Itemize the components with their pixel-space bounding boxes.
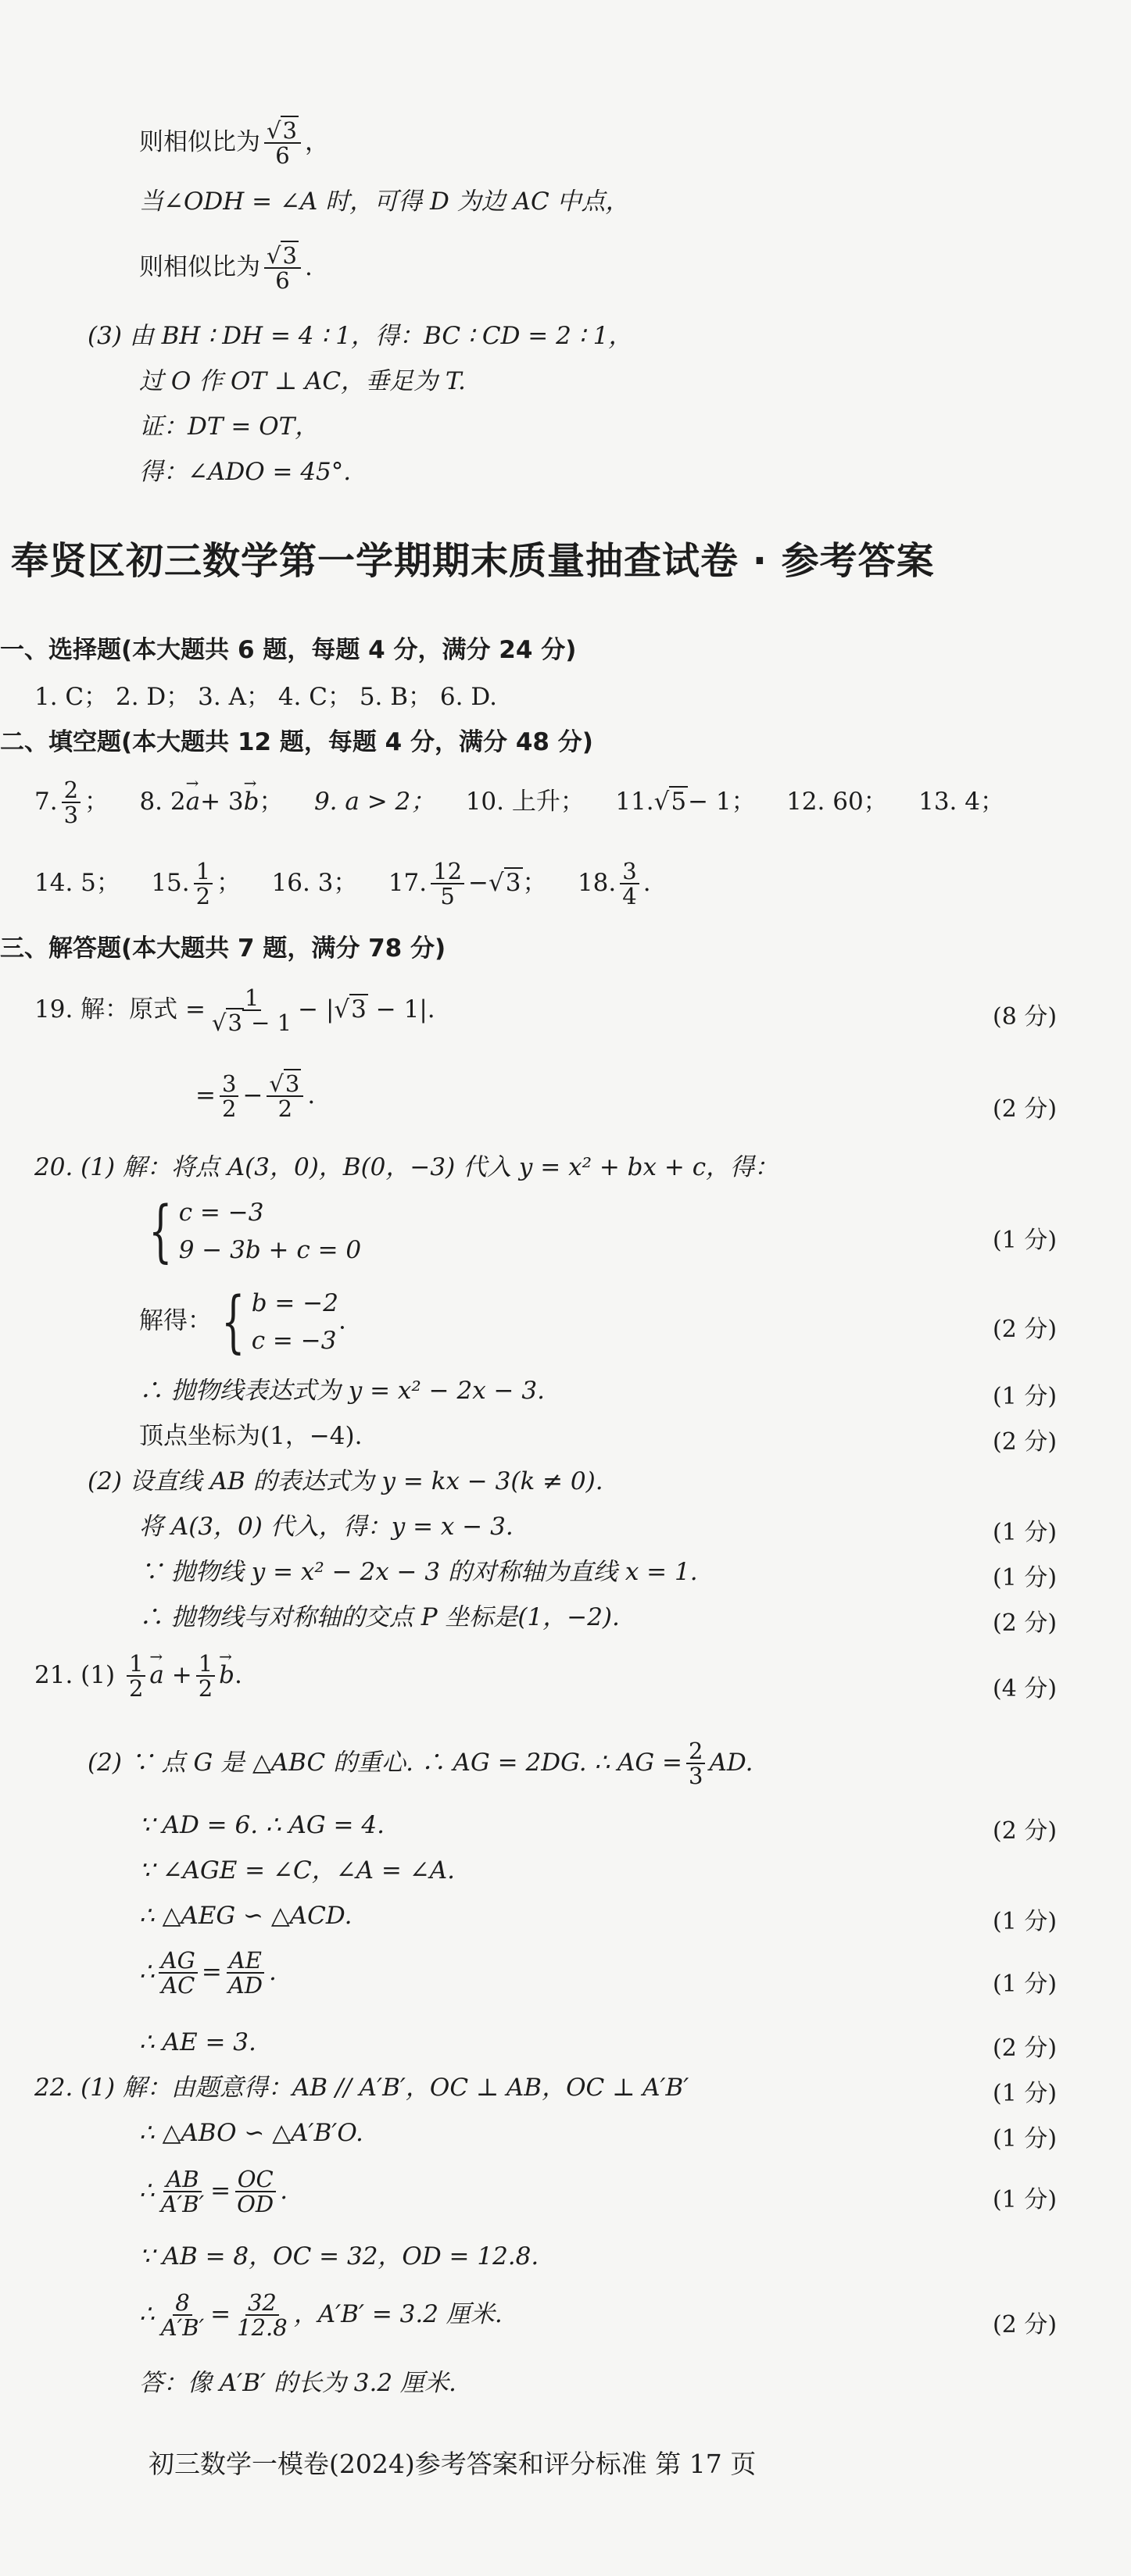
section-heading-choice: 一、选择题(本大题共 6 题，每题 4 分，满分 24 分) bbox=[0, 636, 577, 664]
part3-line-2: 过 O 作 OT ⊥ AC，垂足为 T. bbox=[139, 367, 466, 395]
score-label: (4 分) bbox=[993, 1675, 1058, 1702]
fraction: $\frac{√3}{6}$ bbox=[264, 119, 301, 168]
similarity-ratio-line-2: 则相似比为 $\frac{√3}{6}$ . bbox=[139, 242, 313, 295]
q21-part2-line-3: ∵ ∠AGE = ∠C，∠A = ∠A. bbox=[139, 1856, 455, 1885]
page-footer: 初三数学一模卷(2024)参考答案和评分标准 第 17 页 bbox=[149, 2449, 757, 2479]
score-label: (1 分) bbox=[993, 1908, 1058, 1935]
part3-line-3: 证：DT = OT， bbox=[139, 413, 320, 441]
q20-line-1: 20. (1) 解：将点 A(3，0)，B(0，−3) 代入 y = x² + bx + c，得： bbox=[34, 1153, 779, 1181]
q22-line-1: 22. (1) 解：由题意得：AB // A′B′，OC ⊥ AB，OC ⊥ A′B′ bbox=[34, 2074, 689, 2102]
section-heading-solve: 三、解答题(本大题共 7 题，满分 78 分) bbox=[0, 934, 446, 963]
section-heading-fill: 二、填空题(本大题共 12 题，每题 4 分，满分 48 分) bbox=[0, 728, 593, 756]
score-label: (1 分) bbox=[993, 2080, 1058, 2107]
case-line: 当∠ODH = ∠A 时，可得 D 为边 AC 中点， bbox=[139, 188, 630, 216]
score-label: (2 分) bbox=[993, 1316, 1058, 1343]
q20-line-4: ∴ 抛物线表达式为 y = x² − 2x − 3. bbox=[139, 1377, 545, 1405]
score-label: (2 分) bbox=[993, 1095, 1058, 1123]
score-label: (1 分) bbox=[993, 2186, 1058, 2213]
score-label: (1 分) bbox=[993, 1227, 1058, 1254]
q20-solution: 解得： { b = −2 c = −3 . bbox=[139, 1283, 346, 1362]
q19-line-1: 19. 解：原式 = $\frac{1}{√3 - 1}$ − |√3 − 1|. bbox=[34, 984, 435, 1037]
part3-line-1: (3) 由 BH ∶ DH = 4 ∶ 1，得：BC ∶ CD = 2 ∶ 1， bbox=[88, 322, 633, 350]
q21-part2-line-2: ∵ AD = 6. ∴ AG = 4. bbox=[139, 1811, 385, 1839]
q22-line-3: ∴ $\frac{AB}{A'B'}$ = $\frac{OC}{OD}$ . bbox=[139, 2166, 288, 2218]
fill-answers-row-2: 14. 5； 15. $\frac{1}{2}$ ； 16. 3； 17. $\frac{12}{5}$ −√3； 18. $\frac{3}{4}$ . bbox=[34, 858, 651, 910]
q20-part2-line-3: ∵ 抛物线 y = x² − 2x − 3 的对称轴为直线 x = 1. bbox=[139, 1558, 698, 1586]
score-label: (2 分) bbox=[993, 1610, 1058, 1637]
choice-answers: 1. C； 2. D； 3. A； 4. C； 5. B； 6. D. bbox=[34, 683, 497, 711]
score-label: (1 分) bbox=[993, 1564, 1058, 1592]
fraction: $\frac{√3}{6}$ bbox=[264, 244, 301, 293]
q21-part2-line-6: ∴ AE = 3. bbox=[139, 2028, 256, 2056]
similarity-ratio-line-1: 则相似比为 $\frac{√3}{6}$ ， bbox=[139, 117, 329, 170]
q20-part2-line-2: 将 A(3，0) 代入，得：y = x − 3. bbox=[139, 1513, 514, 1541]
score-label: (2 分) bbox=[993, 1428, 1058, 1456]
score-label: (1 分) bbox=[993, 1383, 1058, 1410]
score-label: (2 分) bbox=[993, 2035, 1058, 2062]
score-label: (2 分) bbox=[993, 1817, 1058, 1845]
score-label: (1 分) bbox=[993, 1970, 1058, 1998]
score-label: (8 分) bbox=[993, 1003, 1058, 1031]
q21-part2-line-4: ∴ △AEG ∽ △ACD. bbox=[139, 1902, 353, 1930]
q19-line-2: = $\frac{3}{2}$ − $\frac{√3}{2}$ . bbox=[195, 1070, 316, 1123]
score-label: (2 分) bbox=[993, 2311, 1058, 2338]
q21-part2-line-5: ∴ $\frac{AG}{AC}$ = $\frac{AE}{AD}$ . bbox=[139, 1947, 277, 1999]
q21-part2-line-1: (2) ∵ 点 G 是 △ABC 的重心. ∴ AG = 2DG. ∴ AG = $\frac{2}{3}$ AD. bbox=[88, 1738, 753, 1790]
score-label: (1 分) bbox=[993, 1519, 1058, 1546]
score-label: (1 分) bbox=[993, 2125, 1058, 2153]
q21-part1: 21. (1) $\frac{1}{2}$ → a + $\frac{1}{2}$ → b. bbox=[34, 1652, 242, 1701]
part3-line-4: 得：∠ADO = 45°. bbox=[139, 458, 352, 486]
q20-line-5: 顶点坐标为(1，−4). bbox=[139, 1422, 363, 1450]
q20-part2-line-4: ∴ 抛物线与对称轴的交点 P 坐标是(1，−2). bbox=[139, 1603, 620, 1631]
fill-answers-row-1: 7. $\frac{2}{3}$ ； 8. 2→ a+ 3→ b； 9. a > 2； 10. 上升； 11.√5− 1； 12. 60； 13. 4； bbox=[34, 778, 1004, 827]
q22-answer: 答：像 A′B′ 的长为 3.2 厘米. bbox=[139, 2369, 456, 2397]
page-title: 奉贤区初三数学第一学期期末质量抽查试卷 · 参考答案 bbox=[11, 539, 935, 583]
q22-line-5: ∴ $\frac{8}{A'B'}$ = $\frac{32}{12.8}$ ，A′B′ = 3.2 厘米. bbox=[139, 2289, 503, 2342]
q22-line-4: ∵ AB = 8，OC = 32，OD = 12.8. bbox=[139, 2242, 539, 2271]
q20-part2-line-1: (2) 设直线 AB 的表达式为 y = kx − 3(k ≠ 0). bbox=[88, 1467, 603, 1495]
q20-system: { c = −3 9 − 3b + c = 0 bbox=[149, 1192, 362, 1271]
q22-line-2: ∴ △ABO ∽ △A′B′O. bbox=[139, 2119, 363, 2147]
